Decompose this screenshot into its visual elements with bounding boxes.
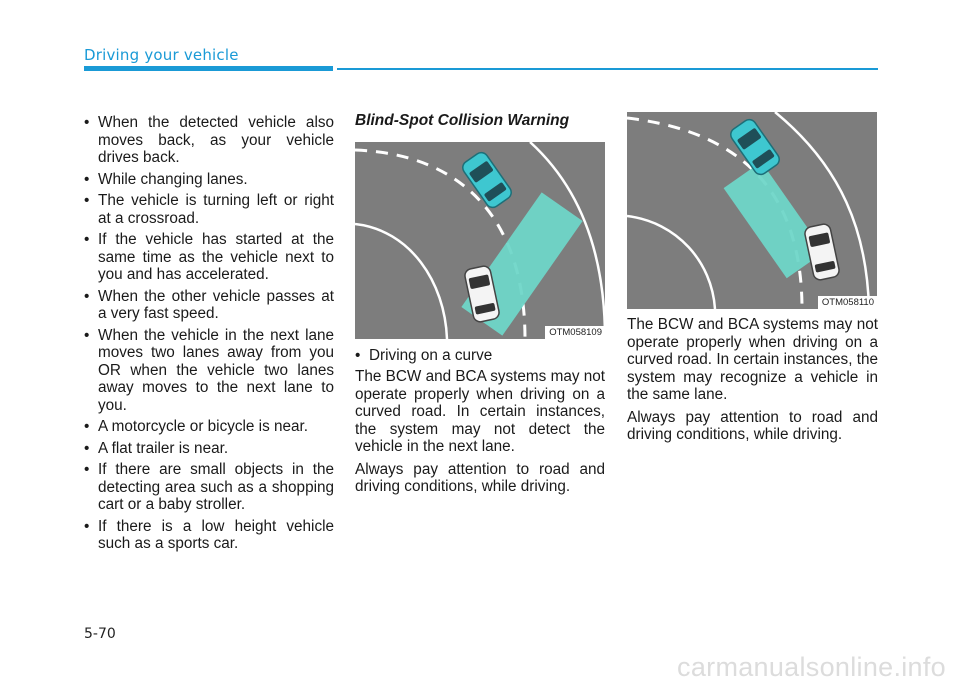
condition-list: [355, 347, 605, 365]
body-paragraph: The BCW and BCA systems may not operate properly when driving on a curved road. In certain instances, the system may recognize a vehicle in the same lane.: [627, 316, 878, 403]
section-title: Driving your vehicle: [84, 46, 239, 64]
body-paragraph: Always pay attention to road and driving conditions, while driving.: [627, 408, 878, 443]
header-rule-thick: [84, 66, 333, 71]
exception-list: [84, 114, 334, 553]
column-1: [84, 114, 334, 557]
curve-figure-2: [627, 112, 877, 309]
column-2: [355, 112, 605, 501]
list-item: • If the vehicle has started at the same time as the vehicle next to you and has accelerated.: [84, 231, 334, 284]
list-item: • A flat trailer is near.: [84, 440, 334, 458]
column-3: [627, 112, 878, 449]
curve-illustration-1: [355, 142, 605, 339]
list-item: • The vehicle is turning left or right at a crossroad.: [84, 192, 334, 227]
list-item: • While changing lanes.: [84, 171, 334, 189]
list-item: • If there are small objects in the detecting area such as a shopping cart or a baby stroller.: [84, 461, 334, 514]
list-item: • Driving on a curve: [355, 347, 605, 365]
header-rule-thin: [337, 68, 878, 70]
blind-spot-heading: Blind-Spot Collision Warning: [355, 112, 570, 129]
body-paragraph: The BCW and BCA systems may not operate properly when driving on a curved road. In certain instances, the system may not detect the vehicle in the next lane.: [355, 368, 605, 455]
page-number: 5-70: [84, 626, 116, 642]
list-item: • If there is a low height vehicle such as a sports car.: [84, 518, 334, 553]
list-item: • When the detected vehicle also moves back, as your vehicle drives back.: [84, 114, 334, 167]
list-item: • When the other vehicle passes at a very fast speed.: [84, 288, 334, 323]
list-item: • A motorcycle or bicycle is near.: [84, 418, 334, 436]
figure-code: OTM058110: [818, 296, 877, 309]
curve-illustration-2: [627, 112, 877, 309]
body-paragraph: Always pay attention to road and driving conditions, while driving.: [355, 460, 605, 495]
figure-code: OTM058109: [545, 326, 605, 339]
curve-figure-1: [355, 142, 605, 339]
list-item: • When the vehicle in the next lane moves two lanes away from you OR when the vehicle two lanes away moves to the next lane to you.: [84, 327, 334, 415]
watermark: carmanualsonline.info: [677, 652, 946, 682]
